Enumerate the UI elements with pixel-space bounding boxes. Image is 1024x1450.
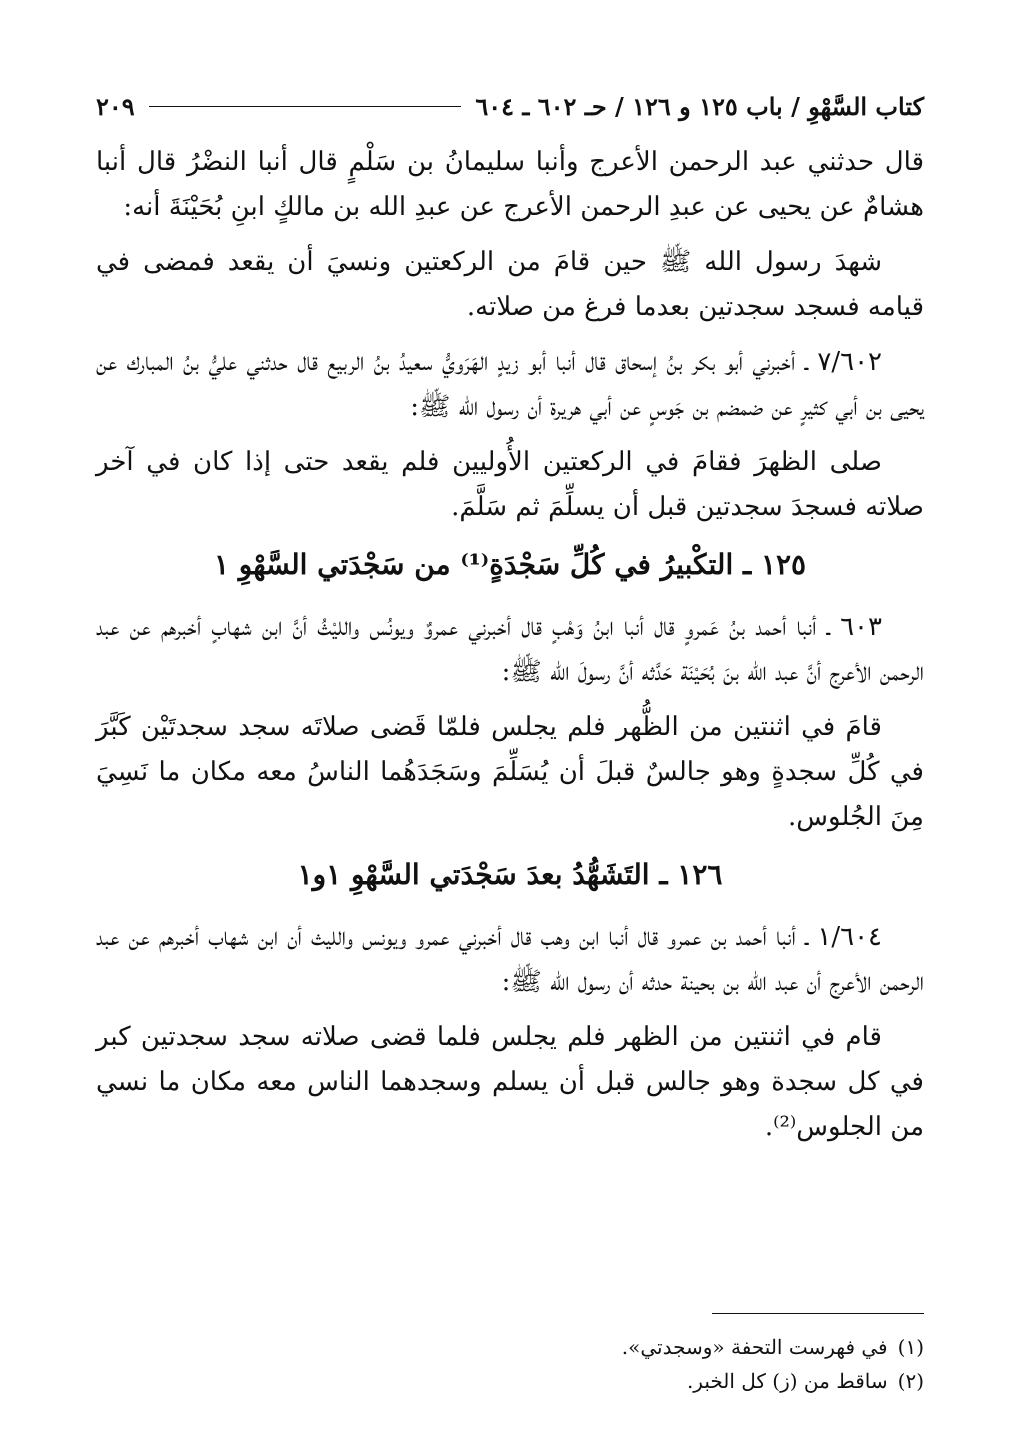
footnote [96, 1364, 924, 1398]
page-number: ٢٠٩ [96, 91, 135, 121]
footnote-divider [712, 1313, 924, 1314]
paragraph: قام في اثنتين من الظهر فلم يجلس فلما قضى صلاته سجد سجدتين كبر في كل سجدة وهو جالس قبل أن يسلم وسجدهما الناس معه مكان ما نسي من الجلوس⁽²⁾. [96, 1022, 924, 1142]
footnotes [96, 1330, 924, 1398]
paragraph: ٧/٦٠٢ ـ أخبرني أبو بكر بنُ إسحاق قال أنبا أبو زيدٍ الهَرَويُّ سعيدُ بنُ الربيع قال حدثني عليُّ بنُ المبارك عن يحيى بن أبي كثيرٍ عن ضمضم بن جَوسٍ عن أبي هريرة أن رسول الله ﷺ: [96, 347, 924, 422]
main-text [96, 140, 924, 1160]
footnote-text: في فهرست التحفة «وسجدتي». [621, 1335, 888, 1359]
running-header [96, 86, 924, 126]
footnote-number: (١) [897, 1335, 924, 1359]
paragraph: ١/٦٠٤ ـ أنبا أحمد بن عمرو قال أنبا ابن وهب قال أخبرني عمرو ويونس والليث أن ابن شهاب أخبرهم عن عبد الرحمن الأعرج أن عبد الله بن بحينة حدثه أن رسول الله ﷺ: [96, 922, 924, 997]
header-title: كتاب السَّهْوِ / باب ١٢٥ و ١٢٦ / حـ ٦٠٢ ـ ٦٠٤ [475, 91, 924, 121]
paragraph: شهدَ رسول الله ﷺ حين قامَ من الركعتين ونسيَ أن يقعد فمضى في قيامه فسجد سجدتين بعدما فرغ من صلاته. [96, 247, 924, 322]
paragraph: ٦٠٣ ـ أنبا أحمد بنُ عَمروٍ قال أنبا ابنُ وَهْبٍ قال أخبرني عمروٌ ويونُس والليْثُ أنَّ ابن شهابٍ أخبرهم عن عبد الرحمن الأعرج أنَّ عبد الله بنَ بُحَيْنَة حَدَّثه أنَّ رسولَ الله ﷺ: [96, 612, 924, 687]
footnote-number: (٢) [897, 1369, 924, 1393]
section-heading-125: ١٢٥ ـ التكْبيرُ في كُلِّ سَجْدَةٍ⁽¹⁾ من سَجْدَتي السَّهْوِ ١ [213, 548, 807, 581]
paragraph: قال حدثني عبد الرحمن الأعرج وأنبا سليمانُ بن سَلْمٍ قال أنبا النضْرُ قال أنبا هشامٌ عن يحيى عن عبدِ الرحمن الأعرج عن عبدِ الله بن مالكٍ ابنِ بُحَيْنَةَ أنه: [96, 147, 924, 222]
header-rule [149, 106, 462, 107]
footnote [96, 1330, 924, 1364]
footnote-text: ساقط من (ز) كل الخبر. [686, 1369, 888, 1393]
paragraph: صلى الظهرَ فقامَ في الركعتين الأُوليين فلم يقعد حتى إذا كان في آخر صلاته فسجدَ سجدتين قبل أن يسلِّمَ ثم سَلَّمَ. [96, 447, 924, 522]
paragraph: قامَ في اثنتين من الظُّهر فلم يجلس فلمّا قَضى صلاتَه سجد سجدتَيْن كَبَّرَ في كُلِّ سجدةٍ وهو جالسٌ قبلَ أن يُسَلِّمَ وسَجَدَهُما الناسُ معه مكان ما نَسِيَ مِنَ الجُلوس. [96, 712, 924, 832]
section-heading-126: ١٢٦ ـ التَشَهُّدُ بعدَ سَجْدَتي السَّهْوِ ١و١ [297, 858, 723, 891]
